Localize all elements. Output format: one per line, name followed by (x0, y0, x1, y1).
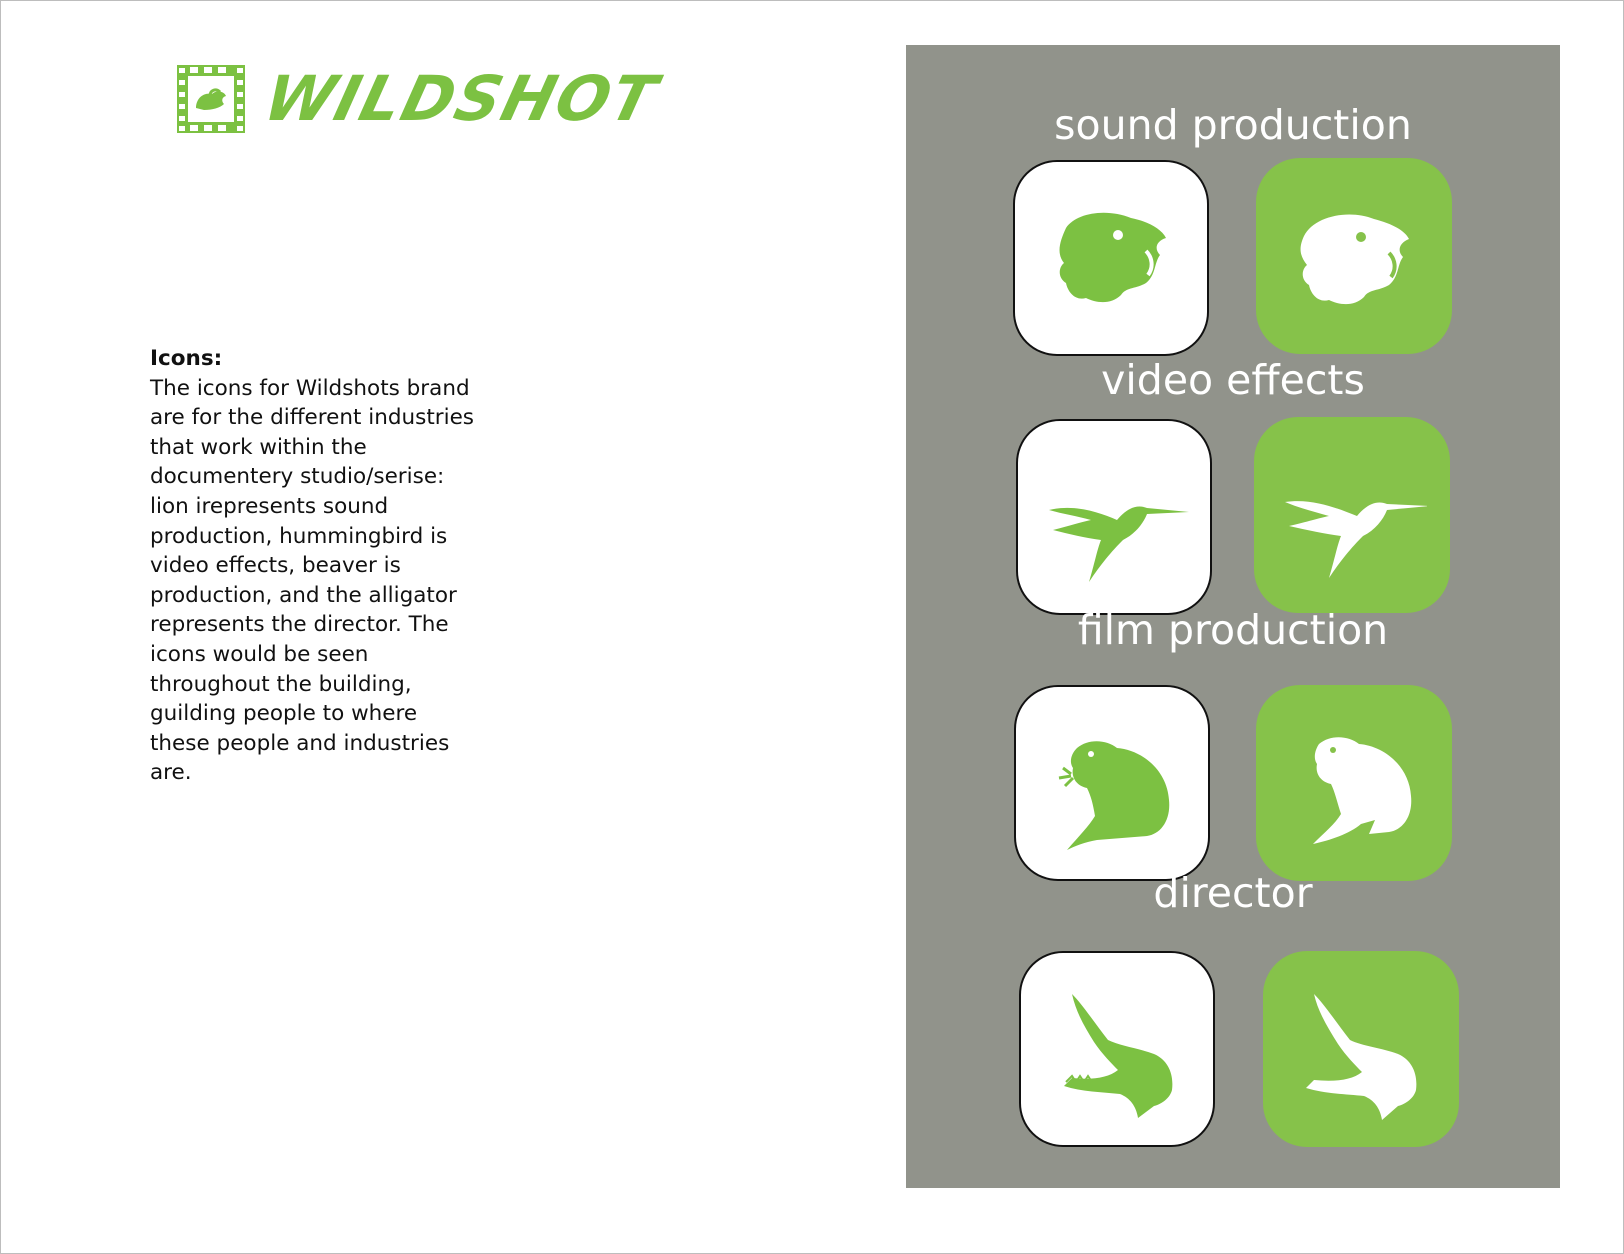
hummingbird-tile-light (1016, 419, 1212, 615)
lion-tile-light (1013, 160, 1209, 356)
hummingbird-icon (1277, 440, 1427, 590)
description-heading: Icons: (150, 346, 223, 371)
lion-tile-green (1256, 158, 1452, 354)
hummingbird-icon (1039, 442, 1189, 592)
film-strip-icon (176, 64, 246, 134)
section-title-film-production: film production (1077, 606, 1389, 654)
beaver-icon (1037, 708, 1187, 858)
alligator-icon (1286, 974, 1436, 1124)
alligator-tile-light (1019, 951, 1215, 1147)
hummingbird-tile-green (1254, 417, 1450, 613)
alligator-icon (1042, 974, 1192, 1124)
alligator-tile-green (1263, 951, 1459, 1147)
section-title-director: director (1153, 869, 1313, 917)
beaver-tile-green (1256, 685, 1452, 881)
lion-icon (1036, 183, 1186, 333)
brand-logo (176, 62, 666, 135)
beaver-icon (1279, 708, 1429, 858)
icons-description (150, 344, 480, 788)
section-title-sound-production: sound production (1054, 101, 1412, 149)
lion-icon (1279, 181, 1429, 331)
icon-panel (906, 45, 1560, 1188)
brand-name: WILDSHOT (257, 62, 666, 135)
beaver-tile-light (1014, 685, 1210, 881)
description-body: The icons for Wildshots brand are for the different industries that work within the documentery studio/serise: lion irepresents sound production, hummingbird is video effects, beaver is production, and the alligator represents the director. The icons would be seen throughout the building, guilding people to where these people and industries are. (150, 375, 475, 786)
section-title-video-effects: video effects (1101, 356, 1365, 404)
